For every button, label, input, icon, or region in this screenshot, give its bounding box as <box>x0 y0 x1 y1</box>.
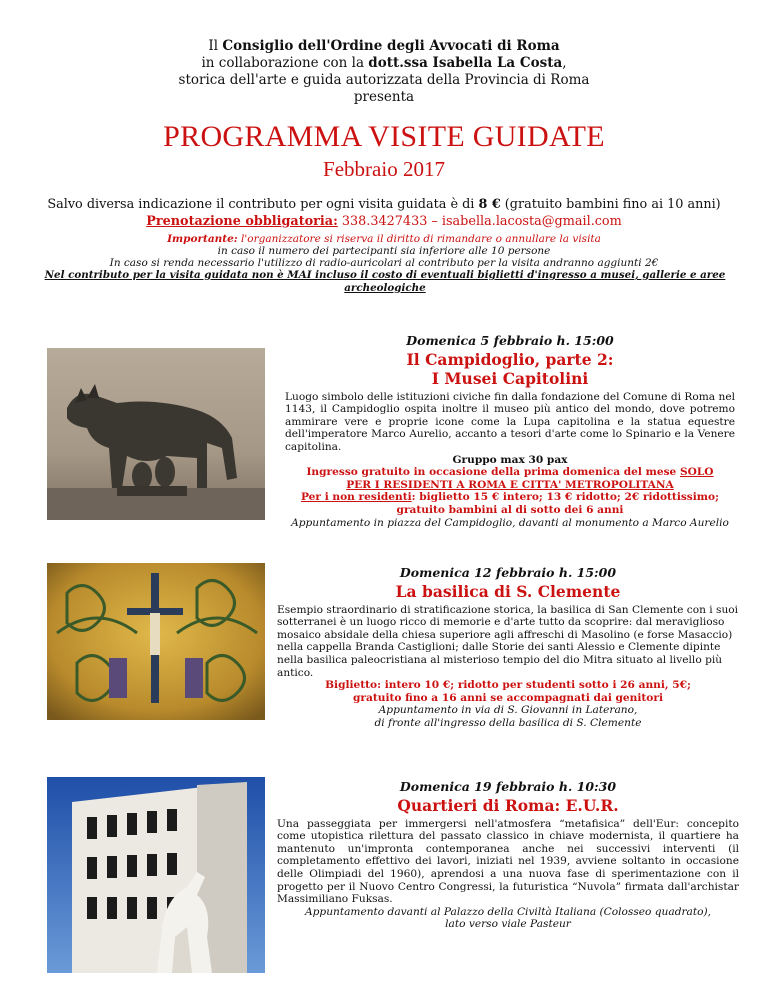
event2-date: Domenica 12 febbraio h. 15:00 <box>399 565 617 580</box>
booking-contact[interactable]: 338.3427433 – isabella.lacosta@gmail.com <box>337 214 622 229</box>
radio-note: In caso si renda necessario l'utilizzo di radio-auricolari al contributo per la visita andranno aggiunti 2€ <box>109 257 659 269</box>
event1-title-line2: I Musei Capitolini <box>431 368 589 388</box>
guide-role-line: storica dell'arte e guida autorizzata della Provincia di Roma <box>178 72 590 88</box>
min-participants-note: in caso il numero dei partecipanti sia inferiore alle 10 persone <box>217 245 551 257</box>
page-subtitle: Febbraio 2017 <box>323 157 445 181</box>
presents-line: presenta <box>353 89 415 105</box>
guide-name: dott.ssa Isabella La Costa <box>368 55 563 71</box>
event1-nonresident-tickets: Per i non residenti: biglietto 15 € intero; 13 € ridotto; 2€ ridottissimo; <box>301 491 719 504</box>
event3-meeting-point: Appuntamento davanti al Palazzo della Civiltà Italiana (Colosseo quadrato), <box>304 905 711 918</box>
event2-description: Esempio straordinario di stratificazione storica, la basilica di San Clemente con i suoi sotterranei è un luogo ricco di memorie e d'arte tutto da scoprire: dal meraviglioso mosaico absidale della chiesa superiore agli affreschi di Masolino (e forse Masaccio) nella cappella Branda Castiglioni; dalle Storie dei santi Alessio e Clemente dipinte nella basilica paleocristiana al misterioso tempio del dio Mitra situato al livello più antico. <box>277 603 739 679</box>
event1-group-size: Gruppo max 30 pax <box>452 453 568 466</box>
event3-date: Domenica 19 febbraio h. 10:30 <box>399 779 617 794</box>
event1-details <box>285 335 735 529</box>
event3-image-colosseo-quadrato <box>47 777 265 973</box>
event3-details <box>277 781 739 931</box>
event1-title: Il Campidoglio, parte 2: <box>406 349 614 369</box>
booking-line <box>0 214 768 230</box>
event2-ticket: Biglietto: intero 10 €; ridotto per studenti sotto i 26 anni, 5€; <box>325 679 691 692</box>
collaboration-line: in collaborazione con la dott.ssa Isabella La Costa, <box>201 55 567 71</box>
organizer-line: Il Consiglio dell'Ordine degli Avvocati di Roma <box>208 38 560 54</box>
event1-kids: gratuito bambini al di sotto dei 6 anni <box>396 503 624 516</box>
tickets-not-included-note: Nel contributo per la visita guidata non è MAI incluso il costo di eventuali biglietti d'ingresso a musei, gallerie e aree archeologiche <box>44 269 726 294</box>
event2-meeting-point: Appuntamento in via di S. Giovanni in Laterano, <box>378 704 638 717</box>
event3-description: Una passeggiata per immergersi nell'atmosfera “metafisica” dell'Eur: concepito come utopistica rilettura del passato classico in chiave modernista, il quartiere ha mantenuto un'impronta contemporanea anche nei successivi interventi (il completamento effettivo dei lavori, iniziati nel 1939, avviene soltanto in occasione delle Olimpiadi del 1960), aprendosi a una nuova fase di sperimentazione con il progetto per il Nuovo Centro Congressi, la futuristica “Nuvola” firmata dall'archistar Massimiliano Fuksas. <box>277 817 739 906</box>
event2-details <box>277 567 739 730</box>
event1-meeting-point: Appuntamento in piazza del Campidoglio, davanti al monumento a Marco Aurelio <box>291 516 729 529</box>
event2-title: La basilica di S. Clemente <box>395 581 621 601</box>
event1-image-lupa-capitolina <box>47 348 265 520</box>
event2-ticket-free: gratuito fino a 16 anni se accompagnati dai genitori <box>353 691 663 704</box>
event3-meeting-point-line2: lato verso viale Pasteur <box>445 918 571 931</box>
organizer-name: Consiglio dell'Ordine degli Avvocati di Roma <box>222 38 560 54</box>
event2-meeting-point-line2: di fronte all'ingresso della basilica di S. Clemente <box>374 716 642 729</box>
contribution-line: Salvo diversa indicazione il contributo per ogni visita guidata è di 8 € (gratuito bambini fino ai 10 anni) <box>47 197 721 212</box>
event1-free-entry: Ingresso gratuito in occasione della prima domenica del mese SOLO PER I RESIDENTI A ROMA E CITTA' METROPOLITANA <box>306 466 714 491</box>
page-title: PROGRAMMA VISITE GUIDATE <box>163 120 605 153</box>
important-line: Importante: l'organizzatore si riserva il diritto di rimandare o annullare la visita <box>167 233 601 245</box>
event2-image-mosaic <box>47 563 265 720</box>
event1-description: Luogo simbolo delle istituzioni civiche fin dalla fondazione del Comune di Roma nel 1143, il Campidoglio ospita inoltre il museo più antico del mondo, dove potremo ammirare vere e proprie icone come la Lupa capitolina e la statua equestre dell'imperatore Marco Aurelio, accanto a tesori d'arte come lo Spinario e la Venere capitolina. <box>285 390 735 453</box>
event1-date: Domenica 5 febbraio h. 15:00 <box>406 333 614 348</box>
booking-label: Prenotazione obbligatoria: <box>146 214 338 229</box>
event3-title: Quartieri di Roma: E.U.R. <box>397 795 619 815</box>
